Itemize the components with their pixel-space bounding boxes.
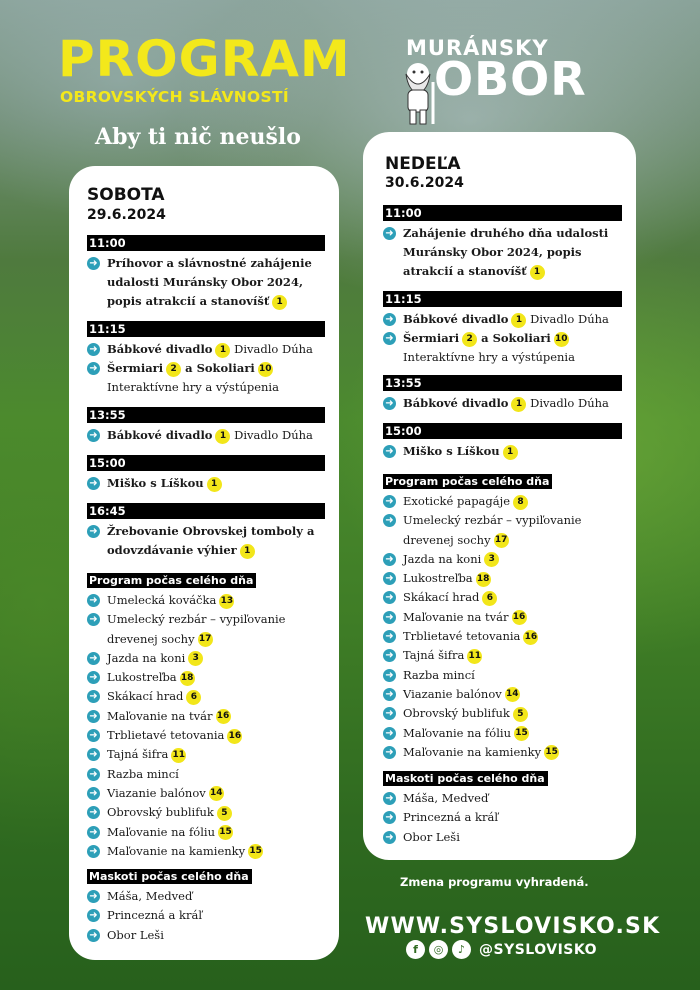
program-item-text: Miško s Líškou xyxy=(403,444,500,458)
arrow-icon: ➜ xyxy=(87,429,100,442)
arrow-icon: ➜ xyxy=(87,613,100,626)
activity-item xyxy=(87,803,325,822)
time-label: 11:15 xyxy=(87,321,325,337)
program-item-text: Bábkové divadlo xyxy=(107,342,213,356)
activity-item xyxy=(383,743,622,762)
program-item-text: Príhovor a slávnostné zahájenie udalosti Muránsky Obor 2024, popis atrakcií a stanovíšť xyxy=(107,256,312,308)
location-badge: 1 xyxy=(207,477,222,492)
location-badge: 1 xyxy=(215,343,230,358)
activity-item xyxy=(383,666,622,685)
arrow-icon: ➜ xyxy=(87,748,100,761)
activity-item xyxy=(383,627,622,646)
arrow-icon: ➜ xyxy=(383,630,396,643)
activity-item xyxy=(383,588,622,607)
arrow-icon: ➜ xyxy=(87,806,100,819)
location-badge: 18 xyxy=(476,572,491,587)
program-item-text: Divadlo Dúha xyxy=(526,396,609,410)
activity-name: Viazanie balónov xyxy=(403,686,502,701)
activity-item xyxy=(383,685,622,704)
arrow-icon: ➜ xyxy=(87,826,100,839)
activity-name: Trblietavé tetovania xyxy=(107,728,225,743)
website-link[interactable]: WWW.SYSLOVISKO.SK xyxy=(365,914,661,939)
mascots-section xyxy=(383,767,622,847)
program-item-text: a Sokoliari xyxy=(181,361,255,375)
activity-name: Viazanie balónov xyxy=(107,785,206,800)
program-item xyxy=(87,522,325,560)
muransky-obor-logo xyxy=(400,36,585,128)
activity-name: Razba mincí xyxy=(403,667,475,682)
time-label: 15:00 xyxy=(383,423,622,439)
arrow-icon: ➜ xyxy=(383,553,396,566)
activity-name: Lukostreľba xyxy=(403,571,473,586)
program-item-text: Bábkové divadlo xyxy=(403,312,509,326)
mascot-name: Obor Leši xyxy=(107,927,164,942)
activity-item xyxy=(87,649,325,668)
day-date: 30.6.2024 xyxy=(385,175,464,191)
time-slot xyxy=(383,205,622,281)
time-label: 11:15 xyxy=(383,291,622,307)
activity-item xyxy=(87,765,325,784)
program-item-text: Divadlo Dúha xyxy=(230,428,313,442)
time-slot xyxy=(383,423,622,461)
arrow-icon: ➜ xyxy=(87,890,100,903)
arrow-icon: ➜ xyxy=(87,257,100,270)
tiktok-icon[interactable]: ♪ xyxy=(452,940,471,959)
arrow-icon: ➜ xyxy=(383,611,396,624)
time-label: 13:55 xyxy=(383,375,622,391)
arrow-icon: ➜ xyxy=(87,362,100,375)
activity-item xyxy=(383,511,622,550)
program-item xyxy=(383,329,622,367)
activity-item xyxy=(87,842,325,861)
location-badge: 17 xyxy=(494,533,509,548)
mascots-title: Maskoti počas celého dňa xyxy=(87,869,252,884)
activity-name: Trblietavé tetovania xyxy=(403,629,521,644)
arrow-icon: ➜ xyxy=(383,669,396,682)
logo-line2: OBOR xyxy=(434,52,587,106)
mascot-name: Princezná a kráľ xyxy=(107,908,203,923)
program-item-text: Bábkové divadlo xyxy=(107,428,213,442)
location-badge: 17 xyxy=(198,632,213,647)
poster-title: PROGRAM xyxy=(58,30,351,88)
activity-name: Razba mincí xyxy=(107,766,179,781)
program-item xyxy=(87,426,325,445)
mascot-name: Máša, Medveď xyxy=(107,889,193,903)
activity-name: Maľovanie na tvár xyxy=(107,708,213,723)
day-title: SOBOTA xyxy=(87,185,165,205)
location-badge: 16 xyxy=(523,630,538,645)
location-badge: 16 xyxy=(216,709,231,724)
arrow-icon: ➜ xyxy=(383,649,396,662)
arrow-icon: ➜ xyxy=(383,746,396,759)
activity-name: Skákací hrad xyxy=(107,689,184,704)
location-badge: 13 xyxy=(219,594,234,609)
activity-name: Maľovanie na tvár xyxy=(403,609,509,624)
location-badge: 10 xyxy=(554,332,569,347)
location-badge: 6 xyxy=(482,591,497,606)
activity-item xyxy=(87,784,325,803)
activity-item xyxy=(383,608,622,627)
all-day-section xyxy=(87,569,325,861)
location-badge: 8 xyxy=(513,495,528,510)
location-badge: 1 xyxy=(511,313,526,328)
program-item-text: Zahájenie druhého dňa udalosti Muránsky Obor 2024, popis atrakcií a stanovíšť xyxy=(403,226,609,278)
activity-name: Tajná šifra xyxy=(107,747,169,762)
arrow-icon: ➜ xyxy=(383,831,396,844)
mascot-item xyxy=(383,789,622,808)
location-badge: 14 xyxy=(505,687,520,702)
activity-name: Maľovanie na fóliu xyxy=(403,725,511,740)
program-item-text: Šermiari xyxy=(107,361,164,375)
arrow-icon: ➜ xyxy=(383,572,396,585)
mascot-name: Princezná a kráľ xyxy=(403,810,499,825)
arrow-icon: ➜ xyxy=(383,688,396,701)
activity-item xyxy=(87,687,325,706)
location-badge: 1 xyxy=(272,295,287,310)
location-badge: 15 xyxy=(544,745,559,760)
location-badge: 10 xyxy=(258,362,273,377)
location-badge: 16 xyxy=(512,610,527,625)
activity-name: Exotické papagáje xyxy=(403,494,510,508)
activity-name: Maľovanie na kamienky xyxy=(403,744,542,759)
all-day-title: Program počas celého dňa xyxy=(87,573,256,588)
activity-name: Maľovanie na kamienky xyxy=(107,843,246,858)
program-item-text: Žrebovanie Obrovskej tomboly a odovzdávanie výhier xyxy=(107,524,315,557)
program-item xyxy=(87,359,325,397)
arrow-icon: ➜ xyxy=(383,445,396,458)
program-item-text: Miško s Líškou xyxy=(107,476,204,490)
arrow-icon: ➜ xyxy=(383,313,396,326)
time-slot xyxy=(87,407,325,445)
activity-name: Umelecký rezbár – vypiľovanie drevenej sochy xyxy=(403,513,582,547)
program-change-note: Zmena programu vyhradená. xyxy=(400,875,589,889)
arrow-icon: ➜ xyxy=(383,591,396,604)
location-badge: 11 xyxy=(467,649,482,664)
location-badge: 18 xyxy=(180,671,195,686)
arrow-icon: ➜ xyxy=(87,343,100,356)
activity-item xyxy=(383,724,622,743)
time-label: 11:00 xyxy=(87,235,325,251)
activity-item xyxy=(87,726,325,745)
arrow-icon: ➜ xyxy=(87,652,100,665)
location-badge: 6 xyxy=(186,690,201,705)
time-label: 15:00 xyxy=(87,455,325,471)
activity-item xyxy=(383,646,622,665)
location-badge: 1 xyxy=(530,265,545,280)
activity-name: Lukostreľba xyxy=(107,670,177,685)
sunday-program-card xyxy=(363,132,636,860)
time-slot xyxy=(383,291,622,367)
activity-name: Obrovský bublifuk xyxy=(403,706,510,721)
social-links xyxy=(406,940,597,959)
arrow-icon: ➜ xyxy=(383,707,396,720)
arrow-icon: ➜ xyxy=(87,671,100,684)
arrow-icon: ➜ xyxy=(87,477,100,490)
program-item-text: a Sokoliari xyxy=(477,331,551,345)
time-slot xyxy=(87,321,325,397)
location-badge: 2 xyxy=(166,362,181,377)
mascot-item xyxy=(87,887,325,906)
activity-item xyxy=(87,707,325,726)
activity-name: Jazda na koni xyxy=(107,650,186,665)
activity-item xyxy=(383,550,622,569)
arrow-icon: ➜ xyxy=(87,845,100,858)
time-slot xyxy=(87,455,325,493)
location-badge: 1 xyxy=(215,429,230,444)
instagram-icon[interactable]: ◎ xyxy=(429,940,448,959)
all-day-section xyxy=(383,470,622,762)
arrow-icon: ➜ xyxy=(383,792,396,805)
location-badge: 3 xyxy=(188,651,203,666)
time-slot xyxy=(87,235,325,311)
arrow-icon: ➜ xyxy=(87,690,100,703)
program-item-text: Divadlo Dúha xyxy=(526,312,609,326)
activity-item xyxy=(383,492,622,511)
activity-item xyxy=(383,569,622,588)
time-label: 16:45 xyxy=(87,503,325,519)
program-item xyxy=(87,340,325,359)
location-badge: 15 xyxy=(514,726,529,741)
arrow-icon: ➜ xyxy=(87,594,100,607)
time-slot xyxy=(87,503,325,560)
location-badge: 1 xyxy=(503,445,518,460)
activity-name: Tajná šifra xyxy=(403,648,465,663)
program-item xyxy=(383,394,622,413)
mascot-name: Obor Leši xyxy=(403,829,460,844)
program-item-text: Divadlo Dúha xyxy=(230,342,313,356)
arrow-icon: ➜ xyxy=(383,332,396,345)
arrow-icon: ➜ xyxy=(87,909,100,922)
location-badge: 15 xyxy=(248,844,263,859)
arrow-icon: ➜ xyxy=(383,495,396,508)
poster-tagline: Aby ti nič neušlo xyxy=(95,124,301,150)
arrow-icon: ➜ xyxy=(87,768,100,781)
location-badge: 1 xyxy=(511,397,526,412)
time-label: 13:55 xyxy=(87,407,325,423)
location-badge: 1 xyxy=(240,544,255,559)
program-item xyxy=(87,474,325,493)
mascot-item xyxy=(87,926,325,945)
program-item xyxy=(383,442,622,461)
location-badge: 15 xyxy=(218,825,233,840)
program-item xyxy=(87,254,325,311)
all-day-title: Program počas celého dňa xyxy=(383,474,552,489)
arrow-icon: ➜ xyxy=(87,729,100,742)
location-badge: 16 xyxy=(227,729,242,744)
activity-name: Umelecká kováčka xyxy=(107,593,217,607)
location-badge: 14 xyxy=(209,786,224,801)
activity-name: Jazda na koni xyxy=(403,551,482,566)
activity-item xyxy=(87,745,325,764)
time-label: 11:00 xyxy=(383,205,622,221)
activity-name: Umelecký rezbár – vypiľovanie drevenej sochy xyxy=(107,612,286,646)
location-badge: 11 xyxy=(171,748,186,763)
mascot-item xyxy=(383,828,622,847)
social-handle: @SYSLOVISKO xyxy=(479,941,597,958)
arrow-icon: ➜ xyxy=(87,929,100,942)
program-item-text: Interaktívne hry a výstúpenia xyxy=(403,350,575,364)
program-item-text: Interaktívne hry a výstúpenia xyxy=(107,380,279,394)
arrow-icon: ➜ xyxy=(383,227,396,240)
arrow-icon: ➜ xyxy=(383,727,396,740)
program-item xyxy=(383,310,622,329)
location-badge: 3 xyxy=(484,552,499,567)
program-item-text: Bábkové divadlo xyxy=(403,396,509,410)
day-date: 29.6.2024 xyxy=(87,207,166,223)
activity-name: Maľovanie na fóliu xyxy=(107,824,215,839)
location-badge: 5 xyxy=(217,806,232,821)
location-badge: 2 xyxy=(462,332,477,347)
mascots-title: Maskoti počas celého dňa xyxy=(383,771,548,786)
activity-item xyxy=(87,610,325,649)
program-item xyxy=(383,224,622,281)
arrow-icon: ➜ xyxy=(87,525,100,538)
mascot-item xyxy=(383,808,622,827)
day-title: NEDEĽA xyxy=(385,154,461,174)
arrow-icon: ➜ xyxy=(383,514,396,527)
facebook-icon[interactable]: f xyxy=(406,940,425,959)
activity-item xyxy=(87,823,325,842)
arrow-icon: ➜ xyxy=(383,397,396,410)
mascots-section xyxy=(87,865,325,945)
activity-item xyxy=(87,591,325,610)
mascot-name: Máša, Medveď xyxy=(403,791,489,805)
location-badge: 5 xyxy=(513,707,528,722)
logo-line1: MURÁNSKY xyxy=(406,36,549,60)
activity-name: Skákací hrad xyxy=(403,590,480,605)
saturday-program-card xyxy=(69,166,339,960)
poster-subtitle: OBROVSKÝCH SLÁVNOSTÍ xyxy=(60,88,289,106)
arrow-icon: ➜ xyxy=(87,710,100,723)
activity-name: Obrovský bublifuk xyxy=(107,805,214,820)
arrow-icon: ➜ xyxy=(383,811,396,824)
activity-item xyxy=(383,704,622,723)
mascot-item xyxy=(87,906,325,925)
program-item-text: Šermiari xyxy=(403,331,460,345)
time-slot xyxy=(383,375,622,413)
activity-item xyxy=(87,668,325,687)
arrow-icon: ➜ xyxy=(87,787,100,800)
